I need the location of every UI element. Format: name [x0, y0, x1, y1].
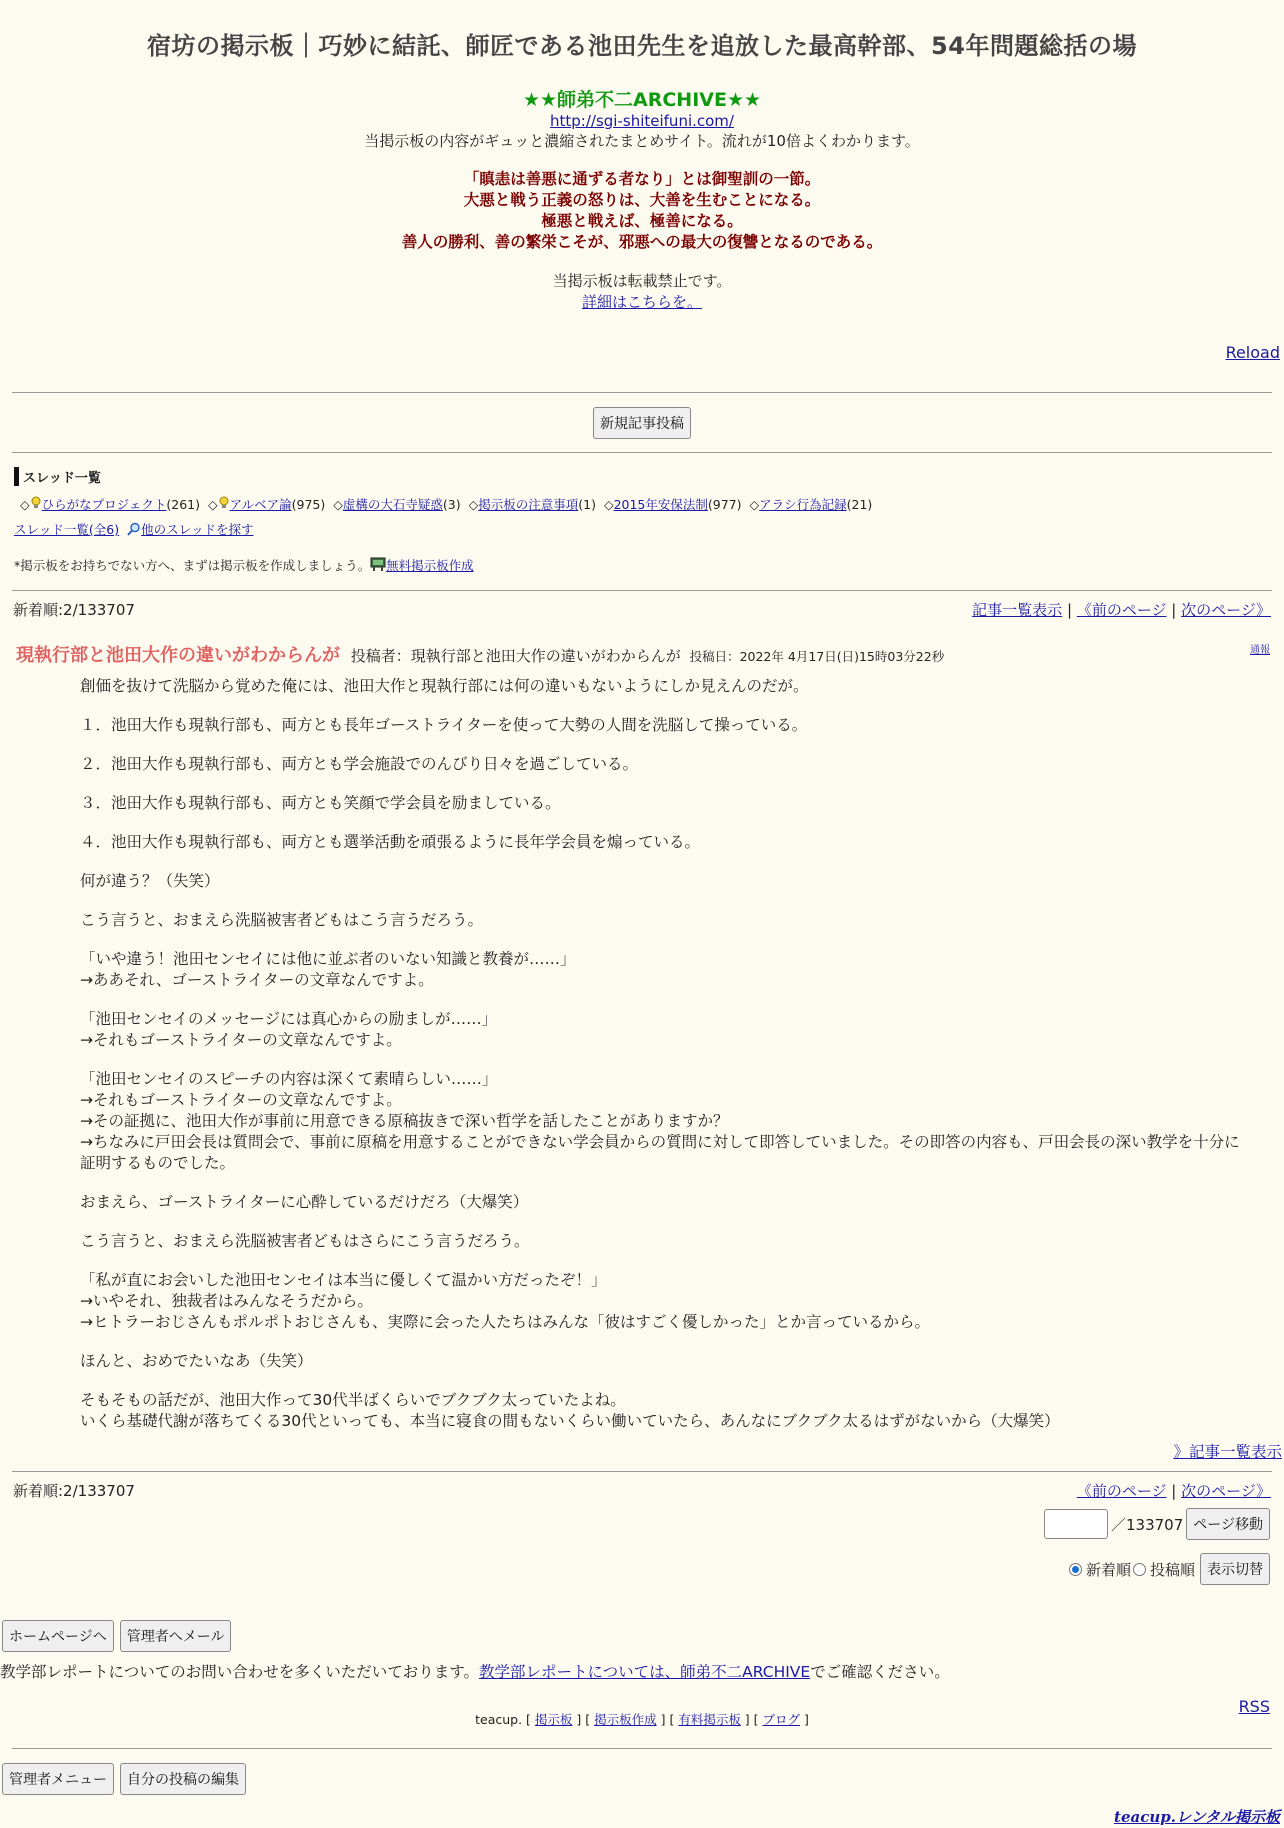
thread-link-arubea[interactable]: アルベア論 [229, 497, 292, 512]
post-paragraph: ２．池田大作も現執行部も、両方とも学会施設でのんびり日々を過ごしている。 [80, 755, 639, 773]
quote-line: 善人の勝利、善の繁栄こそが、邪悪への最大の復讐となるのである。 [401, 233, 883, 251]
archive-title: ★★師弟不二ARCHIVE★★ [522, 89, 762, 111]
toggle-display-button[interactable]: 表示切替 [1200, 1553, 1270, 1585]
promo [14, 556, 474, 574]
inquiry-suffix: でご確認ください。 [810, 1663, 950, 1681]
next-page-link[interactable]: 次のページ》 [1181, 601, 1271, 619]
order-selector [1069, 1553, 1270, 1585]
teacup-label: teacup. [475, 1712, 523, 1727]
reprint-notice-block [0, 271, 1284, 313]
thread-item [604, 497, 742, 512]
nav-separator: | [1171, 1482, 1177, 1500]
thread-count: (3) [442, 497, 461, 512]
thread-link-arashi[interactable]: アラシ行為記録 [759, 497, 847, 512]
nav-separator: | [1066, 601, 1073, 619]
thread-prefix: ◇ [333, 497, 343, 512]
page-number-input[interactable] [1044, 1509, 1108, 1539]
new-post-button[interactable]: 新規記事投稿 [593, 407, 691, 439]
page-total: ／133707 [1111, 1515, 1184, 1534]
search-threads-link[interactable]: 他のスレッドを探す [141, 522, 254, 537]
post-counter: 新着順:2/133707 [13, 601, 135, 619]
teacup-links: teacup. [ 掲示板 ] [ 掲示板作成 ] [ 有料掲示板 ] [ ブログ ] [475, 1712, 809, 1727]
post-paragraph: 何が違う？（失笑） [80, 872, 220, 890]
lightbulb-icon [30, 496, 42, 510]
pagination-bottom [13, 1480, 1271, 1501]
teacup-brand-link[interactable]: teacup.レンタル掲示板 [1114, 1808, 1280, 1826]
edit-own-post-button[interactable]: 自分の投稿の編集 [120, 1763, 246, 1795]
archive-url-link[interactable]: http://sgi-shiteifuni.com/ [550, 112, 734, 130]
post-paragraph: こう言うと、おまえら洗脳被害者どもはこう言うだろう。 [80, 911, 484, 929]
post-paragraph: 「池田センセイのメッセージには真心からの励ましが……」 →それもゴーストライターの文章なんですよ。 [80, 1010, 498, 1049]
board-icon [370, 557, 386, 571]
post-paragraph: ほんと、おめでたいなあ（失笑） [80, 1352, 313, 1370]
article-list-link[interactable]: 記事一覧表示 [972, 601, 1063, 619]
magnifier-icon [127, 522, 141, 536]
order-post-radio[interactable] [1133, 1563, 1146, 1576]
thread-links [14, 520, 253, 538]
post-counter-bottom: 新着順:2/133707 [13, 1482, 135, 1500]
post-author: 投稿者：現執行部と池田大作の違いがわからんが [350, 647, 681, 665]
divider [12, 1471, 1272, 1472]
thread-item [469, 497, 596, 512]
article-list-link-bottom[interactable]: 》記事一覧表示 [1173, 1443, 1282, 1461]
admin-menu-button[interactable]: 管理者メニュー [2, 1763, 114, 1795]
thread-item [749, 497, 872, 512]
reload-link[interactable]: Reload [1225, 343, 1280, 362]
thread-link-rules[interactable]: 掲示板の注意事項 [478, 497, 579, 512]
thread-item [333, 497, 460, 512]
post-date: 投稿日：2022年 4月17日(日)15時03分22秒 [689, 649, 945, 664]
order-new-radio[interactable] [1069, 1563, 1082, 1576]
inquiry-link[interactable]: 教学部レポートについては、師弟不二ARCHIVE [478, 1663, 811, 1681]
pagination-top [13, 599, 1271, 620]
thread-prefix: ◇ [603, 497, 614, 512]
post-title: 現執行部と池田大作の違いがわからんが [16, 645, 340, 666]
divider [12, 590, 1272, 591]
quote-block [0, 169, 1284, 253]
post-paragraph: 「いや違う！池田センセイには他に並ぶ者のいない知識と教養が……」 →ああそれ、ゴーストライターの文章なんですよ。 [80, 950, 576, 989]
prev-page-link-bottom[interactable]: 《前のページ [1076, 1482, 1167, 1500]
next-page-link-bottom[interactable]: 次のページ》 [1181, 1482, 1271, 1500]
page-nav-bottom [1077, 1480, 1271, 1501]
rss-link[interactable]: RSS [1238, 1697, 1270, 1716]
thread-prefix: ◇ [20, 497, 30, 512]
create-board-link[interactable]: 無料掲示板作成 [386, 558, 474, 573]
page-nav [972, 599, 1271, 620]
teacup-paid-link[interactable]: 有料掲示板 [678, 1712, 741, 1727]
divider [12, 1748, 1272, 1749]
thread-item [208, 497, 325, 512]
post-paragraph: 「私が直にお会いした池田センセイは本当に優しくて温かい方だったぞ！」 →いやそれ、独裁者はみんなそうだから。 →ヒトラーおじさんもポルポトおじさんも、実際に会った人たちはみんな「彼はすごく優しかった」とか言っているから。 [80, 1271, 930, 1331]
prev-page-link[interactable]: 《前のページ [1076, 601, 1167, 619]
teacup-board-link[interactable]: 掲示板 [534, 1712, 573, 1727]
thread-count: (975) [291, 497, 326, 512]
thread-count: (977) [707, 497, 742, 512]
page-title: 宿坊の掲示板｜巧妙に結託、師匠である池田先生を追放した最高幹部、54年問題総括の場 [147, 32, 1137, 60]
all-threads-link[interactable]: スレッド一覧(全6) [14, 522, 120, 537]
divider [12, 452, 1272, 453]
thread-item [20, 497, 200, 512]
report-link[interactable]: 通報 [1250, 645, 1270, 656]
divider [12, 392, 1272, 393]
page-jump [1044, 1508, 1270, 1540]
page-jump-button[interactable]: ページ移動 [1186, 1508, 1270, 1540]
quote-line: 極悪と戦えば、極善になる。 [541, 212, 743, 230]
teacup-blog-link[interactable]: ブログ [762, 1712, 801, 1727]
quote-line: 「瞋恚は善悪に通ずる者なり」とは御聖訓の一節。 [463, 170, 821, 188]
post-header [16, 641, 1266, 667]
lightbulb-icon [218, 496, 230, 510]
reprint-notice: 当掲示板は転載禁止です。 [552, 272, 732, 290]
quote-line: 大悪と戦う正義の怒りは、大善を生むことになる。 [463, 191, 821, 209]
thread-link-taisekiji[interactable]: 虚構の大石寺疑惑 [342, 497, 443, 512]
order-new-label: 新着順 [1085, 1560, 1131, 1579]
post-paragraph: おまえら、ゴーストライターに心酔しているだけだろ（大爆笑） [80, 1193, 529, 1211]
thread-count: (261) [166, 497, 201, 512]
post-paragraph: １．池田大作も現執行部も、両方とも長年ゴーストライターを使って大勢の人間を洗脳して操っている。 [80, 716, 808, 734]
teacup-create-link[interactable]: 掲示板作成 [594, 1712, 657, 1727]
inquiry-text: 教学部レポートについてのお問い合わせを多くいただいております。 [0, 1663, 479, 1681]
thread-count: (21) [846, 497, 873, 512]
thread-prefix: ◇ [208, 497, 218, 512]
post-paragraph: ３．池田大作も現執行部も、両方とも笑顔で学会員を励ましている。 [80, 794, 561, 812]
details-link[interactable]: 詳細はこちらを。 [581, 293, 702, 311]
thread-link-2015[interactable]: 2015年安保法制 [613, 497, 708, 512]
post-body [80, 676, 1250, 1450]
footer-buttons [2, 1620, 231, 1652]
thread-link-hiragana[interactable]: ひらがなプロジェクト [41, 497, 167, 512]
thread-prefix: ◇ [749, 497, 760, 512]
mail-admin-button[interactable]: 管理者へメール [120, 1620, 232, 1652]
thread-list [20, 495, 876, 513]
post-paragraph: 創価を抜けて洗脳から覚めた俺には、池田大作と現執行部には何の違いもないようにしか見えんのだが。 [80, 677, 809, 695]
homepage-button[interactable]: ホームページへ [2, 1620, 114, 1652]
inquiry-notice [0, 1660, 950, 1682]
thread-prefix: ◇ [468, 497, 479, 512]
post-paragraph: 「池田センセイのスピーチの内容は深くて素晴らしい……」 →それもゴーストライターの文章なんですよ。 →その証拠に、池田大作が事前に用意できる原稿抜きで深い哲学を話したことがありますか？ →ちなみに戸田会長は質問会で、事前に原稿を用意することができない学会員からの質問に対して即答していました。その即答の内容も、戸田会長の深い教学を十分に証明するものでした。 [80, 1070, 1240, 1172]
promo-text: *掲示板をお持ちでない方へ、まずは掲示板を作成しましょう。 [14, 558, 371, 573]
archive-box [0, 85, 1284, 151]
admin-buttons [2, 1763, 246, 1795]
nav-separator: | [1171, 601, 1177, 619]
thread-count: (1) [578, 497, 596, 512]
order-post-label: 投稿順 [1149, 1560, 1195, 1579]
post-paragraph: そもそもの話だが、池田大作って30代半ばくらいでブクブク太っていたよね。 いくら基礎代謝が落ちてくる30代といっても、本当に寝食の間もないくらい働いていたら、あんなにブクブク太るはずがないから（大爆笑） [80, 1391, 1060, 1430]
archive-description: 当掲示板の内容がギュッと濃縮されたまとめサイト。流れが10倍よくわかります。 [364, 132, 920, 150]
post-paragraph: ４．池田大作も現執行部も、両方とも選挙活動を頑張るように長年学会員を煽っている。 [80, 833, 701, 851]
thread-list-heading: スレッド一覧 [14, 467, 101, 486]
post-paragraph: こう言うと、おまえら洗脳被害者どもはさらにこう言うだろう。 [80, 1232, 530, 1250]
